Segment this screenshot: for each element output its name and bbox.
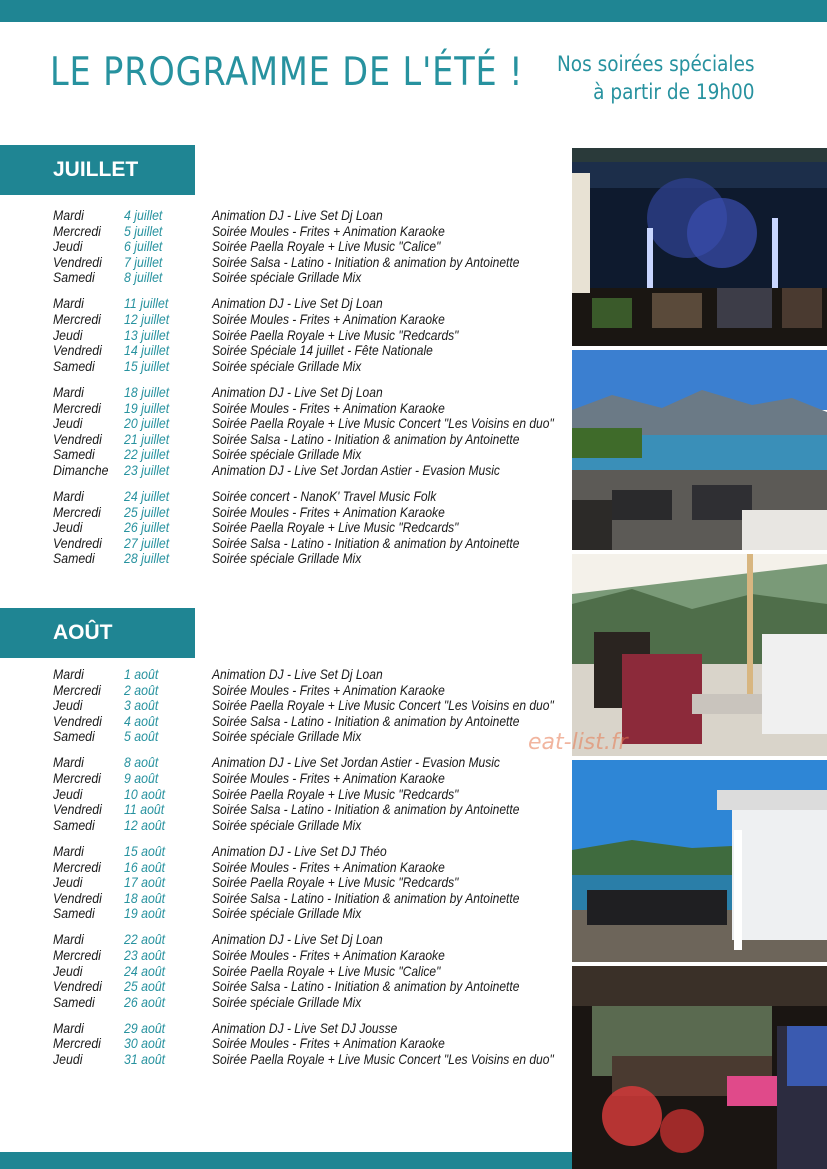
date-label: 18 août [124,889,166,906]
day-label: Vendredi [53,430,102,447]
day-label: Vendredi [53,342,102,359]
event-label: Soirée Paella Royale + Live Music "Redcards" [212,874,459,891]
date-label: 27 juillet [124,534,170,551]
week-group [0,489,572,567]
photo-terrace-diners [572,554,827,756]
date-label: 2 août [124,681,159,698]
event-label: Soirée spéciale Grillade Mix [212,905,362,922]
date-label: 24 août [124,962,166,979]
schedule-row [0,729,572,745]
page-subtitle [557,50,755,106]
day-label: Mardi [53,842,84,859]
schedule-row [0,536,572,552]
event-label: Soirée Salsa - Latino - Initiation & animation by Antoinette [212,978,520,995]
date-label: 9 août [124,770,159,787]
schedule-row [0,463,572,479]
date-label: 22 juillet [124,446,170,463]
date-label: 28 juillet [124,550,170,567]
day-label: Jeudi [53,1051,83,1068]
schedule-row [0,771,572,787]
day-label: Mardi [53,383,84,400]
day-label: Samedi [53,993,95,1010]
schedule-row [0,401,572,417]
event-label: Soirée Paella Royale + Live Music Concert "Les Voisins en duo" [212,697,554,714]
page-title: LE PROGRAMME DE L'ÉTÉ ! [50,50,524,95]
event-label: Soirée Paella Royale + Live Music "Redcards" [212,519,459,536]
event-label: Soirée spéciale Grillade Mix [212,269,362,286]
date-label: 13 juillet [124,326,170,343]
date-label: 19 août [124,905,166,922]
schedule-row [0,979,572,995]
day-label: Samedi [53,905,95,922]
day-label: Samedi [53,816,95,833]
schedule-row [0,505,572,521]
event-label: Soirée Moules - Frites + Animation Karaoke [212,681,445,698]
schedule-row [0,520,572,536]
date-label: 15 juillet [124,357,170,374]
week-group [0,208,572,286]
photo-lake-terrace-day [572,350,827,550]
day-label: Dimanche [53,461,109,478]
schedule-row [0,818,572,834]
date-label: 25 juillet [124,503,170,520]
date-label: 29 août [124,1019,166,1036]
event-label: Soirée spéciale Grillade Mix [212,993,362,1010]
schedule-row [0,906,572,922]
day-label: Mardi [53,488,84,504]
schedule-row [0,296,572,312]
date-label: 8 août [124,754,159,771]
week-group [0,667,572,745]
day-label: Jeudi [53,962,83,979]
event-label: Soirée Salsa - Latino - Initiation & animation by Antoinette [212,889,520,906]
event-label: Soirée Moules - Frites + Animation Karaoke [212,1035,445,1052]
day-label: Mercredi [53,681,101,698]
date-label: 10 août [124,785,166,802]
date-label: 24 juillet [124,488,170,504]
schedule-row [0,683,572,699]
day-label: Jeudi [53,697,83,714]
watermark: eat-list.fr [528,730,628,755]
week-group [0,932,572,1010]
day-label: Vendredi [53,889,102,906]
date-label: 12 août [124,816,166,833]
day-label: Vendredi [53,801,102,818]
date-label: 3 août [124,697,159,714]
date-label: 17 août [124,874,166,891]
date-label: 8 juillet [124,269,163,286]
schedule-row [0,995,572,1011]
event-label: Soirée Salsa - Latino - Initiation & animation by Antoinette [212,253,520,270]
event-label: Soirée Paella Royale + Live Music "Redcards" [212,326,459,343]
schedule-row [0,432,572,448]
event-label: Animation DJ - Live Set Dj Loan [212,931,383,948]
month-heading-juillet: JUILLET [0,145,195,195]
day-label: Mercredi [53,222,101,239]
day-label: Jeudi [53,415,83,432]
event-label: Soirée Paella Royale + Live Music "Calice" [212,238,441,255]
bottom-accent-bar [0,1152,572,1169]
event-label: Soirée Moules - Frites + Animation Karaoke [212,222,445,239]
day-label: Mercredi [53,1035,101,1052]
week-group [0,385,572,479]
day-label: Vendredi [53,712,102,729]
schedule-row [0,255,572,271]
date-label: 16 août [124,858,166,875]
schedule-row [0,1021,572,1037]
day-label: Mardi [53,931,84,948]
event-label: Soirée spéciale Grillade Mix [212,728,362,745]
date-label: 25 août [124,978,166,995]
day-label: Samedi [53,446,95,463]
day-label: Mardi [53,754,84,771]
day-label: Vendredi [53,534,102,551]
date-label: 5 août [124,728,159,745]
date-label: 31 août [124,1051,166,1068]
subtitle-line-2: à partir de 19h00 [593,80,755,104]
schedule-row [0,714,572,730]
day-label: Vendredi [53,253,102,270]
schedule-row [0,755,572,771]
date-label: 26 juillet [124,519,170,536]
day-label: Mardi [53,1019,84,1036]
schedule-row [0,1052,572,1068]
week-group [0,844,572,922]
date-label: 7 juillet [124,253,163,270]
event-label: Soirée Salsa - Latino - Initiation & animation by Antoinette [212,430,520,447]
day-label: Jeudi [53,519,83,536]
day-label: Samedi [53,357,95,374]
schedule-row [0,239,572,255]
event-label: Soirée spéciale Grillade Mix [212,550,362,567]
event-label: Soirée Salsa - Latino - Initiation & animation by Antoinette [212,801,520,818]
day-label: Jeudi [53,785,83,802]
schedule-row [0,860,572,876]
schedule-row [0,698,572,714]
date-label: 22 août [124,931,166,948]
day-label: Samedi [53,550,95,567]
day-label: Mercredi [53,947,101,963]
schedule-aout [0,667,572,1078]
day-label: Mardi [53,666,84,682]
date-label: 1 août [124,666,159,682]
day-label: Jeudi [53,874,83,891]
schedule-row [0,1036,572,1052]
event-label: Soirée Moules - Frites + Animation Karaoke [212,503,445,520]
schedule-row [0,208,572,224]
event-label: Animation DJ - Live Set Dj Loan [212,295,383,312]
event-label: Soirée Paella Royale + Live Music Concert "Les Voisins en duo" [212,415,554,432]
event-label: Animation DJ - Live Set Dj Loan [212,383,383,400]
event-label: Soirée concert - NanoK' Travel Music Folk [212,488,437,504]
event-label: Soirée spéciale Grillade Mix [212,357,362,374]
date-label: 5 juillet [124,222,163,239]
date-label: 12 juillet [124,311,170,328]
schedule-row [0,416,572,432]
schedule-row [0,447,572,463]
day-label: Jeudi [53,326,83,343]
subtitle-line-1: Nos soirées spéciales [557,52,755,76]
event-label: Soirée Moules - Frites + Animation Karaoke [212,399,445,416]
event-label: Soirée Moules - Frites + Animation Karaoke [212,947,445,963]
week-group [0,1021,572,1068]
schedule-row [0,948,572,964]
event-label: Soirée Salsa - Latino - Initiation & animation by Antoinette [212,712,520,729]
photo-lakeside-pavilion [572,760,827,962]
date-label: 6 juillet [124,238,163,255]
event-label: Animation DJ - Live Set DJ Théo [212,842,387,859]
event-label: Soirée Spéciale 14 juillet - Fête Nationale [212,342,433,359]
photo-night-live-band [572,966,827,1169]
schedule-row [0,891,572,907]
event-label: Animation DJ - Live Set Jordan Astier - Evasion Music [212,754,500,771]
date-label: 11 juillet [124,295,169,312]
schedule-row [0,385,572,401]
day-label: Samedi [53,269,95,286]
schedule-row [0,312,572,328]
event-label: Animation DJ - Live Set Dj Loan [212,666,383,682]
day-label: Mercredi [53,770,101,787]
day-label: Samedi [53,728,95,745]
schedule-juillet [0,208,572,577]
schedule-row [0,964,572,980]
schedule-row [0,875,572,891]
week-group [0,296,572,374]
date-label: 30 août [124,1035,166,1052]
event-label: Animation DJ - Live Set Jordan Astier - Evasion Music [212,461,500,478]
date-label: 23 août [124,947,166,963]
date-label: 11 août [124,801,165,818]
schedule-row [0,328,572,344]
date-label: 19 juillet [124,399,170,416]
event-label: Soirée spéciale Grillade Mix [212,446,362,463]
day-label: Mercredi [53,311,101,328]
day-label: Mardi [53,295,84,312]
schedule-row [0,489,572,505]
schedule-row [0,224,572,240]
schedule-row [0,359,572,375]
event-label: Animation DJ - Live Set DJ Jousse [212,1019,398,1036]
day-label: Jeudi [53,238,83,255]
day-label: Mercredi [53,503,101,520]
event-label: Soirée Paella Royale + Live Music "Calice" [212,962,441,979]
date-label: 23 juillet [124,461,170,478]
date-label: 21 juillet [124,430,170,447]
day-label: Mercredi [53,399,101,416]
event-label: Soirée Salsa - Latino - Initiation & animation by Antoinette [212,534,520,551]
photo-night-concert-terrace [572,148,827,346]
day-label: Mardi [53,207,84,223]
schedule-row [0,802,572,818]
date-label: 15 août [124,842,166,859]
month-heading-aout: AOÛT [0,608,195,658]
schedule-row [0,667,572,683]
schedule-row [0,270,572,286]
schedule-row [0,787,572,803]
event-label: Soirée Moules - Frites + Animation Karaoke [212,770,445,787]
schedule-row [0,343,572,359]
event-label: Soirée Moules - Frites + Animation Karaoke [212,311,445,328]
date-label: 26 août [124,993,166,1010]
week-group [0,755,572,833]
schedule-row [0,932,572,948]
date-label: 4 août [124,712,159,729]
date-label: 14 juillet [124,342,170,359]
date-label: 4 juillet [124,207,163,223]
event-label: Soirée Paella Royale + Live Music "Redcards" [212,785,459,802]
event-label: Soirée spéciale Grillade Mix [212,816,362,833]
schedule-row [0,551,572,567]
date-label: 20 juillet [124,415,170,432]
event-label: Animation DJ - Live Set Dj Loan [212,207,383,223]
date-label: 18 juillet [124,383,170,400]
event-label: Soirée Moules - Frites + Animation Karaoke [212,858,445,875]
top-accent-bar [0,0,827,22]
schedule-row [0,844,572,860]
event-label: Soirée Paella Royale + Live Music Concert "Les Voisins en duo" [212,1051,554,1068]
photo-column [572,148,827,1169]
day-label: Mercredi [53,858,101,875]
day-label: Vendredi [53,978,102,995]
